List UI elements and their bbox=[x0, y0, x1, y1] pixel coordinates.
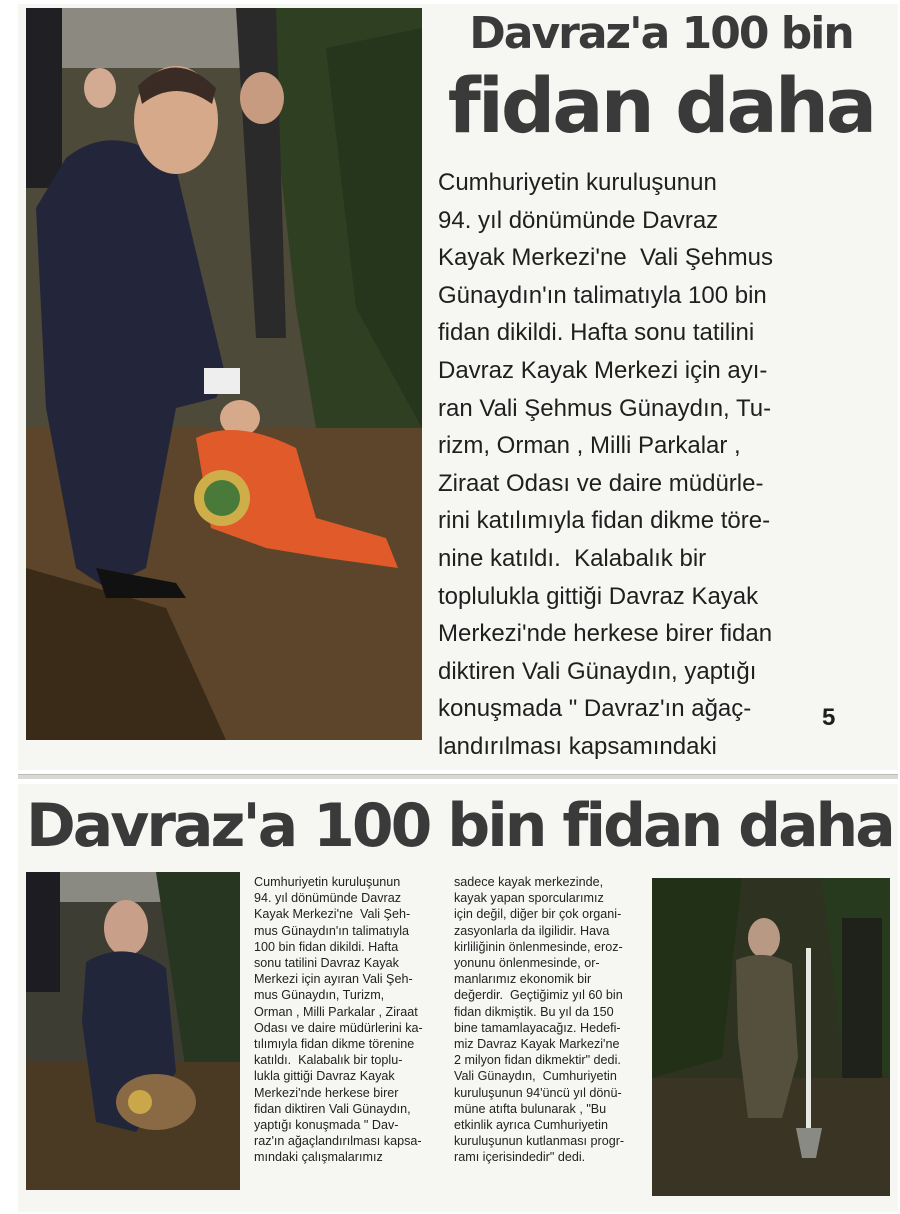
article-line: mus Günaydın'ın talimatıyla bbox=[254, 923, 409, 938]
clipping-divider bbox=[18, 774, 898, 779]
article-line: etkinlik ayrıca Cumhuriyetin bbox=[454, 1118, 608, 1133]
article-line: kayak yapan sporcularımız bbox=[454, 891, 604, 906]
article-line: Ziraat Odası ve daire müdürle- bbox=[438, 469, 764, 497]
newspaper-clipping-bottom bbox=[18, 784, 898, 1212]
headline bbox=[430, 6, 892, 150]
article-line: Cumhuriyetin kuruluşunun bbox=[438, 169, 717, 196]
article-column-2 bbox=[454, 874, 644, 1166]
article-line: Orman , Milli Parkalar , Ziraat bbox=[254, 1004, 418, 1019]
tree-planting-shovel-photo bbox=[652, 878, 890, 1196]
article-line: katıldı. Kalabalık bir toplu- bbox=[254, 1053, 403, 1068]
article-line: Vali Günaydın, Cumhuriyetin bbox=[454, 1069, 617, 1084]
article-line: miz Davraz Kayak Markezi'ne bbox=[454, 1037, 620, 1052]
article-line: tılımıyla fidan dikme törenine bbox=[254, 1037, 415, 1052]
article-body bbox=[438, 164, 848, 766]
article-line: Günaydın'ın talimatıyla 100 bin bbox=[438, 281, 767, 309]
article-line: mus Günaydın, Turizm, bbox=[254, 988, 385, 1003]
article-column-1 bbox=[254, 874, 442, 1166]
article-line: yonunu önlenmesinde, or- bbox=[454, 956, 600, 971]
article-line: 94. yıl dönümünde Davraz bbox=[254, 891, 402, 906]
article-line: kirliliğinin önlenmesinde, eroz- bbox=[454, 939, 623, 954]
photo-illustration bbox=[26, 872, 240, 1190]
article-line: landırılması kapsamındaki bbox=[438, 732, 717, 760]
article-line: müne atıfta bulunarak , "Bu bbox=[454, 1101, 607, 1116]
article-line: diktiren Vali Günaydın, yaptığı bbox=[438, 657, 757, 685]
tree-watering-photo bbox=[26, 8, 422, 740]
article-line: toplulukla gittiği Davraz Kayak bbox=[438, 582, 759, 610]
tree-watering-photo-small bbox=[26, 872, 240, 1190]
article-line: fidan diktiren Vali Günaydın, bbox=[254, 1101, 411, 1116]
article-line: ramı içerisindedir" dedi. bbox=[454, 1150, 586, 1165]
article-line: Odası ve daire müdürlerini ka- bbox=[254, 1020, 423, 1035]
article-line: 100 bin fidan dikildi. Hafta bbox=[254, 939, 399, 954]
headline: Davraz'a 100 bin fidan daha bbox=[26, 791, 893, 861]
article-line: Kayak Merkezi'ne Vali Şehmus bbox=[438, 244, 773, 272]
article-line: 94. yıl dönümünde Davraz bbox=[438, 206, 719, 234]
article-line: sadece kayak merkezinde, bbox=[454, 875, 604, 889]
article-line: lukla gittiği Davraz Kayak bbox=[254, 1069, 395, 1084]
headline-line-2: fidan daha bbox=[447, 61, 875, 150]
article-line: bine tamamlayacağız. Hedefi- bbox=[454, 1020, 621, 1035]
page-number: 5 bbox=[822, 704, 836, 731]
article-line: rizm, Orman , Milli Parkalar , bbox=[438, 432, 741, 460]
headline-line-1: Davraz'a 100 bin bbox=[469, 8, 853, 59]
article-line: Davraz Kayak Merkezi için ayı- bbox=[438, 356, 768, 384]
photo-illustration bbox=[652, 878, 890, 1196]
article-line: kuruluşunun 94'üncü yıl dönü- bbox=[454, 1085, 622, 1100]
article-line: değerdir. Geçtiğimiz yıl 60 bin bbox=[454, 988, 623, 1003]
article-line: raz'ın ağaçlandırılması kapsa- bbox=[254, 1134, 422, 1149]
article-line: rini katılımıyla fidan dikme töre- bbox=[438, 507, 771, 535]
article-line: Kayak Merkezi'ne Vali Şeh- bbox=[254, 907, 411, 922]
article-line: Merkezi'nde herkese birer fidan bbox=[438, 620, 773, 648]
article-line: zasyonlarla da ilgilidir. Hava bbox=[454, 923, 610, 938]
article-line: 2 milyon fidan dikmektir" dedi. bbox=[454, 1053, 621, 1068]
article-line: fidan dikmiştik. Bu yıl da 150 bbox=[454, 1004, 614, 1019]
article-line: Cumhuriyetin kuruluşunun bbox=[254, 875, 401, 889]
article-line: sonu tatilini Davraz Kayak bbox=[254, 956, 399, 971]
photo-illustration bbox=[26, 8, 422, 740]
article-line: manlarımız ekonomik bir bbox=[454, 972, 592, 987]
article-line: fidan dikildi. Hafta sonu tatilini bbox=[438, 319, 755, 347]
article-line: kuruluşunun kutlanması progr- bbox=[454, 1134, 625, 1149]
article-line: ran Vali Şehmus Günaydın, Tu- bbox=[438, 394, 772, 422]
article-line: konuşmada " Davraz'ın ağaç- bbox=[438, 695, 752, 723]
article-line: için değil, diğer bir çok organi- bbox=[454, 907, 622, 922]
newspaper-clipping-top bbox=[18, 4, 898, 770]
article-line: mındaki çalışmalarımız bbox=[254, 1150, 383, 1165]
article-line: Merkezi'nde herkese birer bbox=[254, 1085, 399, 1100]
article-line: nine katıldı. Kalabalık bir bbox=[438, 544, 707, 572]
article-line: Merkezi için ayıran Vali Şeh- bbox=[254, 972, 413, 987]
article-line: yaptığı konuşmada " Dav- bbox=[254, 1118, 399, 1133]
